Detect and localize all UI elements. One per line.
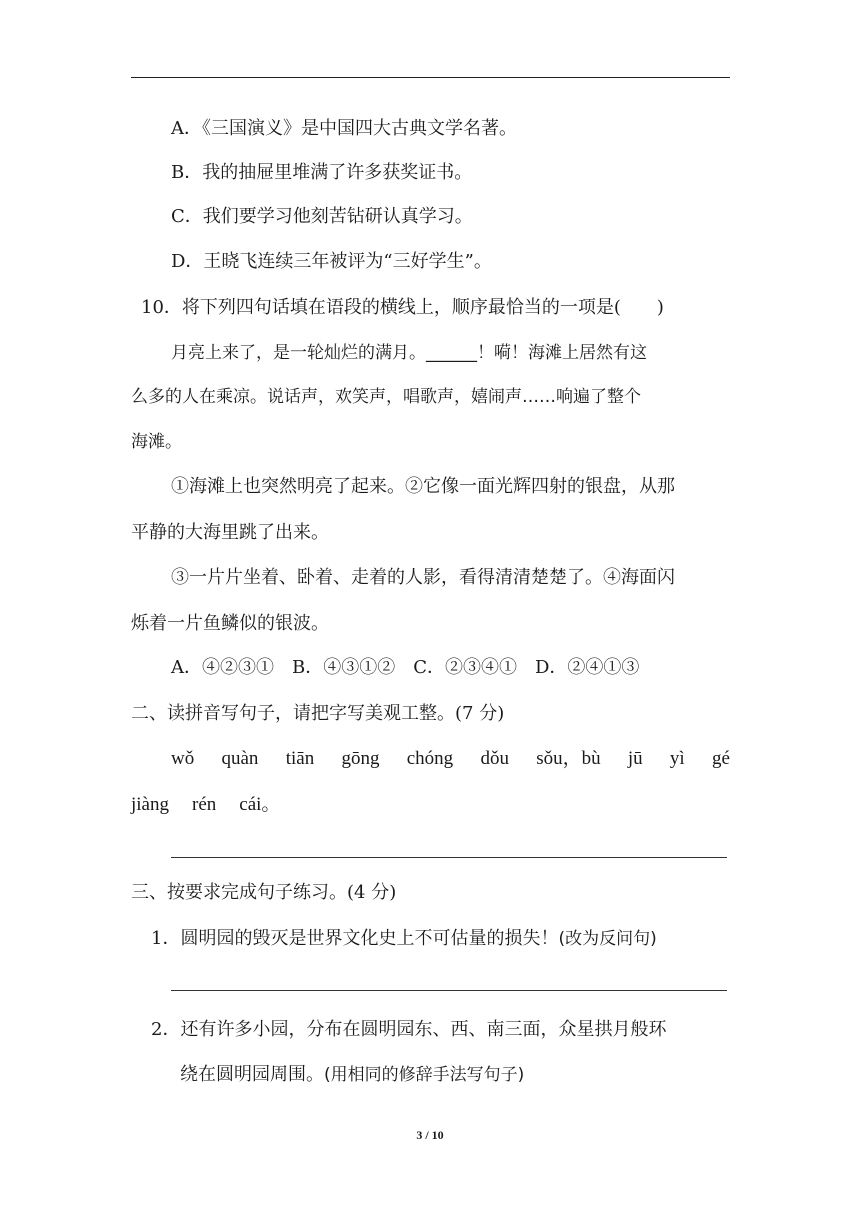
q10-stem: 10．将下列四句话填在语段的横线上，顺序最恰当的一项是( ) [141, 297, 664, 318]
pinyin-line1 [171, 746, 730, 772]
s3-q2-hint: (用相同的修辞手法写句子) [324, 1065, 525, 1085]
pinyin-syllable: tiān [285, 748, 315, 769]
section2-title: 二、读拼音写句子，请把字写美观工整。(7 分) [131, 703, 505, 724]
pinyin-syllable: wǒ [171, 748, 195, 769]
s3-q2-line2 [180, 1062, 524, 1088]
answer-writing-line[interactable] [171, 990, 727, 991]
q10-option-line1: ①海滩上也突然明亮了起来。②它像一面光辉四射的银盘，从那 [171, 476, 675, 497]
q9-option-a: A．《三国演义》是中国四大古典文学名著。 [171, 118, 517, 139]
s3-q1 [151, 926, 657, 952]
pinyin-syllable: quàn [221, 748, 259, 769]
section3-title: 三、按要求完成句子练习。(4 分) [131, 882, 397, 903]
q9-option-c: C．我们要学习他刻苦钻研认真学习。 [171, 206, 473, 227]
q9-option-b: B．我的抽屉里堆满了许多获奖证书。 [171, 162, 473, 183]
s3-q2-text: 绕在圆明园周围。 [180, 1064, 324, 1085]
q9-option-d: D．王晓飞连续三年被评为“三好学生”。 [171, 251, 492, 272]
s3-q1-text: 1．圆明园的毁灭是世界文化史上不可估量的损失！ [151, 928, 559, 949]
q10-option-line3: ③一片片坐着、卧着、走着的人影，看得清清楚楚了。④海面闪 [171, 567, 675, 588]
q10-passage-line1: 月亮上来了，是一轮灿烂的满月。______！嗬！海滩上居然有这 [171, 343, 647, 363]
pinyin-syllable: yì [669, 748, 685, 769]
answer-writing-line[interactable] [171, 857, 727, 858]
pinyin-syllable: cái。 [239, 794, 281, 815]
s3-q1-hint: (改为反问句) [558, 929, 657, 949]
pinyin-syllable: dǒu [480, 748, 509, 769]
pinyin-syllable: chóng [406, 748, 454, 769]
q10-option-line4: 烁着一片鱼鳞似的银波。 [131, 613, 329, 634]
pinyin-line2 [131, 792, 280, 818]
header-rule [131, 77, 730, 78]
page-number: 3 / 10 [416, 1128, 444, 1142]
q10-answers: A．④②③① B．④③①② C．②③④① D．②④①③ [171, 657, 640, 678]
pinyin-syllable: jū [627, 748, 643, 769]
q10-passage-line2: 么多的人在乘凉。说话声，欢笑声，唱歌声，嬉闹声……响遍了整个 [131, 387, 641, 407]
pinyin-syllable: rén [192, 794, 217, 815]
pinyin-syllable: jiàng [131, 794, 169, 815]
pinyin-syllable: sǒu，bù [536, 748, 601, 769]
q10-passage-line3: 海滩。 [131, 432, 182, 452]
q10-option-line2: 平静的大海里跳了出来。 [131, 522, 329, 543]
pinyin-syllable: gé [711, 748, 730, 769]
pinyin-syllable: gōng [341, 748, 380, 769]
s3-q2-line1: 2．还有许多小园，分布在圆明园东、西、南三面，众星拱月般环 [151, 1019, 667, 1040]
